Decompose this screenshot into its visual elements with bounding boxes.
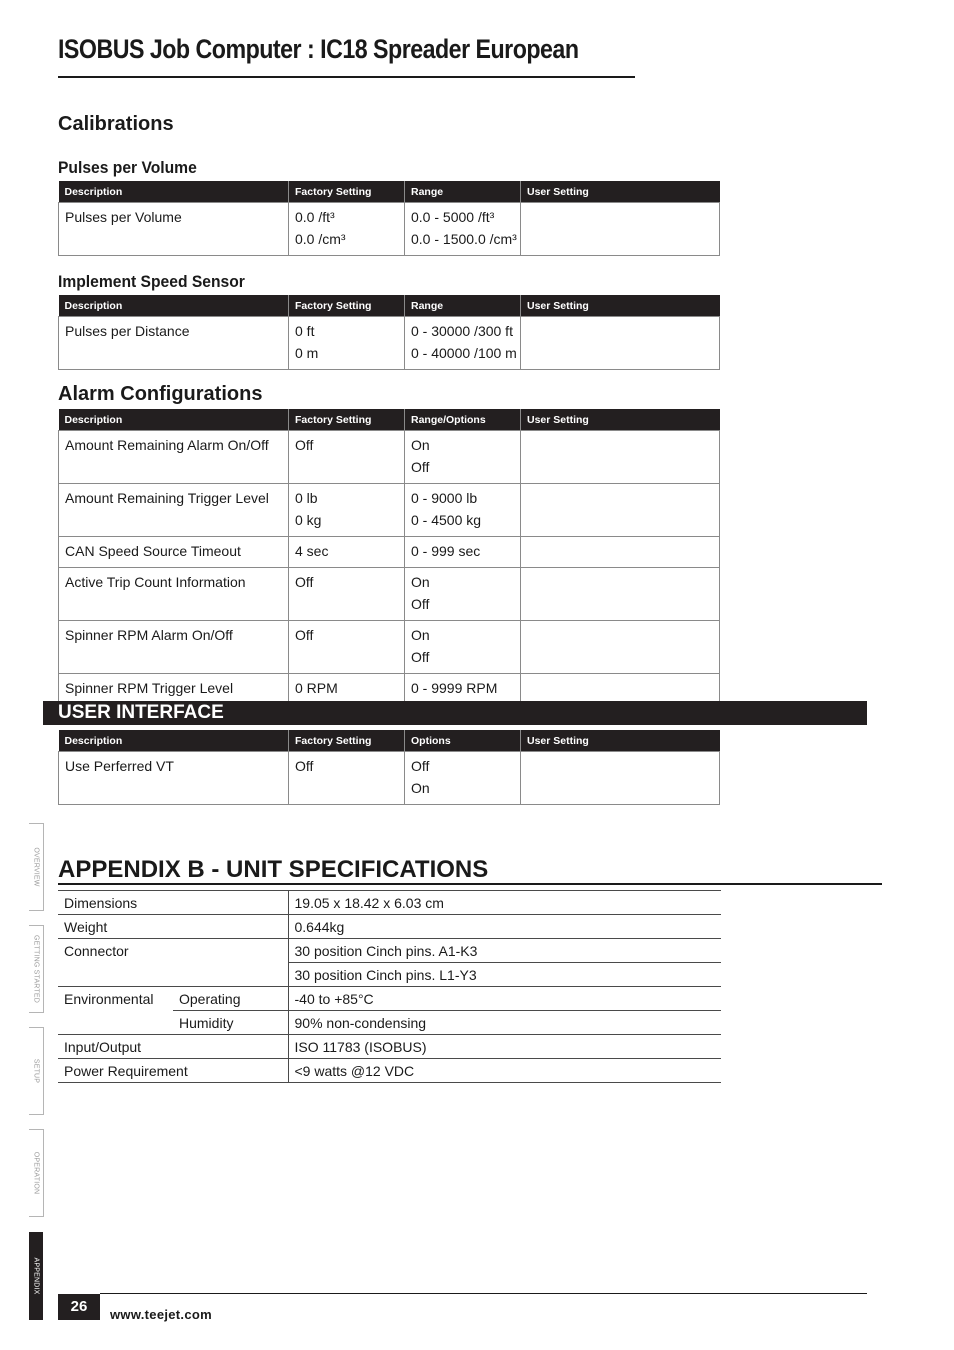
- side-tab-setup[interactable]: [29, 1027, 44, 1115]
- user-setting-cell[interactable]: [521, 674, 720, 705]
- appendix-heading: APPENDIX B - UNIT SPECIFICATIONS: [58, 856, 489, 883]
- spec-row: [58, 1059, 721, 1083]
- factory-value: Off: [295, 758, 314, 774]
- factory-cell: [289, 674, 405, 705]
- description-cell: [59, 537, 289, 568]
- spec-value: 30 position Cinch pins. A1-K3: [288, 939, 721, 963]
- user-interface-heading: USER INTERFACE: [58, 702, 224, 723]
- description-text: CAN Speed Source Timeout: [65, 543, 241, 559]
- description-text: Pulses per Distance: [65, 323, 190, 339]
- factory-value: 0 lb: [295, 490, 318, 506]
- table-row: [59, 568, 720, 621]
- description-cell: [59, 752, 289, 805]
- unit-specifications-table: [58, 890, 721, 1083]
- footer-rule: [100, 1293, 867, 1294]
- spec-sublabel: [173, 963, 288, 987]
- user-setting-cell[interactable]: [521, 537, 720, 568]
- table-row: [59, 621, 720, 674]
- range-value: 0.0 - 5000 /ft³: [411, 209, 495, 225]
- column-header: Factory Setting: [289, 181, 405, 203]
- range-value: 0 - 9999 RPM: [411, 680, 498, 696]
- alarm-configurations-heading: Alarm Configurations: [58, 383, 263, 405]
- range-value: 0 - 999 sec: [411, 543, 481, 559]
- calibrations-heading: Calibrations: [58, 113, 174, 135]
- column-header: Range/Options: [405, 409, 521, 431]
- column-header: User Setting: [521, 409, 720, 431]
- factory-cell: [289, 431, 405, 484]
- spec-value: <9 watts @12 VDC: [288, 1059, 721, 1083]
- range-cell: [405, 568, 521, 621]
- spec-sublabel: Operating: [173, 987, 288, 1011]
- range-cell: [405, 203, 521, 256]
- factory-value: 0 ft: [295, 323, 315, 339]
- side-tab-appendix[interactable]: [29, 1232, 43, 1320]
- spec-value: 0.644kg: [288, 915, 721, 939]
- column-header: Description: [59, 409, 289, 431]
- side-tab-operation[interactable]: [29, 1129, 44, 1217]
- spec-label: Weight: [58, 915, 173, 939]
- range-cell: [405, 752, 521, 805]
- table-row: [59, 674, 720, 705]
- factory-value: 0.0 /ft³: [295, 209, 335, 225]
- spec-label: Power Requirement: [58, 1059, 173, 1083]
- description-cell: [59, 568, 289, 621]
- table-row: [59, 537, 720, 568]
- spec-label: [58, 963, 173, 987]
- spec-sublabel: [173, 939, 288, 963]
- table-row: [59, 431, 720, 484]
- column-header: Description: [59, 730, 289, 752]
- title-rule: [58, 76, 635, 78]
- user-setting-cell[interactable]: [521, 752, 720, 805]
- range-value: Off: [411, 459, 430, 475]
- spec-label: Dimensions: [58, 891, 173, 915]
- range-cell: [405, 317, 521, 370]
- table-header-row: [59, 730, 720, 752]
- table-row: [59, 317, 720, 370]
- side-tab-overview[interactable]: [29, 823, 44, 911]
- implement-speed-sensor-heading: Implement Speed Sensor: [58, 272, 245, 291]
- range-value: On: [411, 780, 430, 796]
- column-header: Description: [59, 295, 289, 317]
- column-header: Factory Setting: [289, 730, 405, 752]
- range-value: On: [411, 627, 430, 643]
- table-header-row: [59, 181, 720, 203]
- spec-value: 30 position Cinch pins. L1-Y3: [288, 963, 721, 987]
- description-cell: [59, 621, 289, 674]
- column-header: Factory Setting: [289, 409, 405, 431]
- description-cell: [59, 203, 289, 256]
- side-tab-label: OVERVIEW: [32, 847, 40, 887]
- page-title: ISOBUS Job Computer : IC18 Spreader European: [58, 34, 579, 64]
- description-text: Active Trip Count Information: [65, 574, 246, 590]
- side-tab-label: OPERATION: [32, 1151, 40, 1195]
- pulses-per-volume-heading: Pulses per Volume: [58, 158, 197, 177]
- user-interface-table: [58, 730, 720, 805]
- factory-value: 0.0 /cm³: [295, 231, 346, 247]
- table-header-row: [59, 409, 720, 431]
- range-value: On: [411, 437, 430, 453]
- column-header: Options: [405, 730, 521, 752]
- factory-cell: [289, 203, 405, 256]
- table-row: [59, 484, 720, 537]
- appendix-rule: [58, 883, 882, 885]
- side-tab-label: SETUP: [32, 1058, 40, 1084]
- range-value: 0.0 - 1500.0 /cm³: [411, 231, 517, 247]
- description-cell: [59, 484, 289, 537]
- spec-sublabel: [173, 915, 288, 939]
- spec-value: -40 to +85°C: [288, 987, 721, 1011]
- column-header: Factory Setting: [289, 295, 405, 317]
- table-header-row: [59, 295, 720, 317]
- spec-value: 19.05 x 18.42 x 6.03 cm: [288, 891, 721, 915]
- side-tab-label: GETTING STARTED: [32, 934, 40, 1004]
- factory-cell: [289, 484, 405, 537]
- description-cell: [59, 674, 289, 705]
- spec-label: Environmental: [58, 987, 173, 1011]
- range-cell: [405, 537, 521, 568]
- spec-row: [58, 891, 721, 915]
- spec-sublabel: [173, 1059, 288, 1083]
- factory-cell: [289, 537, 405, 568]
- description-text: Spinner RPM Trigger Level: [65, 680, 234, 696]
- column-header: Range: [405, 295, 521, 317]
- range-value: 0 - 30000 /300 ft: [411, 323, 513, 339]
- description-text: Use Perferred VT: [65, 758, 174, 774]
- factory-value: 0 kg: [295, 512, 322, 528]
- range-value: 0 - 40000 /100 m: [411, 345, 517, 361]
- factory-cell: [289, 752, 405, 805]
- factory-cell: [289, 621, 405, 674]
- spec-row: [58, 939, 721, 963]
- range-value: Off: [411, 596, 430, 612]
- user-setting-cell[interactable]: [521, 621, 720, 674]
- column-header: Description: [59, 181, 289, 203]
- page-number: 26: [58, 1294, 100, 1320]
- spec-label: Input/Output: [58, 1035, 173, 1059]
- side-tab-label: APPENDIX: [32, 1257, 40, 1295]
- user-setting-cell[interactable]: [521, 317, 720, 370]
- user-setting-cell[interactable]: [521, 431, 720, 484]
- range-value: Off: [411, 758, 430, 774]
- spec-row: [58, 963, 721, 987]
- description-text: Amount Remaining Trigger Level: [65, 490, 269, 506]
- spec-value: ISO 11783 (ISOBUS): [288, 1035, 721, 1059]
- spec-row: [58, 987, 721, 1011]
- column-header: User Setting: [521, 730, 720, 752]
- description-text: Spinner RPM Alarm On/Off: [65, 627, 233, 643]
- user-setting-cell[interactable]: [521, 203, 720, 256]
- range-value: On: [411, 574, 430, 590]
- description-text: Amount Remaining Alarm On/Off: [65, 437, 269, 453]
- footer-url: www.teejet.com: [110, 1307, 212, 1322]
- spec-row: [58, 1011, 721, 1035]
- spec-value: 90% non-condensing: [288, 1011, 721, 1035]
- factory-value: 4 sec: [295, 543, 329, 559]
- spec-row: [58, 1035, 721, 1059]
- description-text: Pulses per Volume: [65, 209, 182, 225]
- range-cell: [405, 674, 521, 705]
- spec-sublabel: [173, 891, 288, 915]
- user-setting-cell[interactable]: [521, 484, 720, 537]
- user-interface-band: [43, 701, 867, 725]
- range-cell: [405, 484, 521, 537]
- factory-value: 0 m: [295, 345, 319, 361]
- spec-label: [58, 1011, 173, 1035]
- range-value: 0 - 9000 lb: [411, 490, 478, 506]
- table-row: [59, 203, 720, 256]
- spec-sublabel: Humidity: [173, 1011, 288, 1035]
- factory-value: 0 RPM: [295, 680, 338, 696]
- user-setting-cell[interactable]: [521, 568, 720, 621]
- range-cell: [405, 621, 521, 674]
- spec-sublabel: [173, 1035, 288, 1059]
- pulses-per-volume-table: [58, 181, 720, 256]
- side-tab-getting-started[interactable]: [29, 925, 44, 1013]
- column-header: Range: [405, 181, 521, 203]
- factory-cell: [289, 568, 405, 621]
- factory-cell: [289, 317, 405, 370]
- factory-value: Off: [295, 627, 314, 643]
- column-header: User Setting: [521, 295, 720, 317]
- alarm-configurations-table: [58, 409, 720, 705]
- table-row: [59, 752, 720, 805]
- description-cell: [59, 431, 289, 484]
- factory-value: Off: [295, 574, 314, 590]
- spec-row: [58, 915, 721, 939]
- implement-speed-sensor-table: [58, 295, 720, 370]
- range-cell: [405, 431, 521, 484]
- description-cell: [59, 317, 289, 370]
- spec-label: Connector: [58, 939, 173, 963]
- factory-value: Off: [295, 437, 314, 453]
- range-value: Off: [411, 649, 430, 665]
- column-header: User Setting: [521, 181, 720, 203]
- range-value: 0 - 4500 kg: [411, 512, 482, 528]
